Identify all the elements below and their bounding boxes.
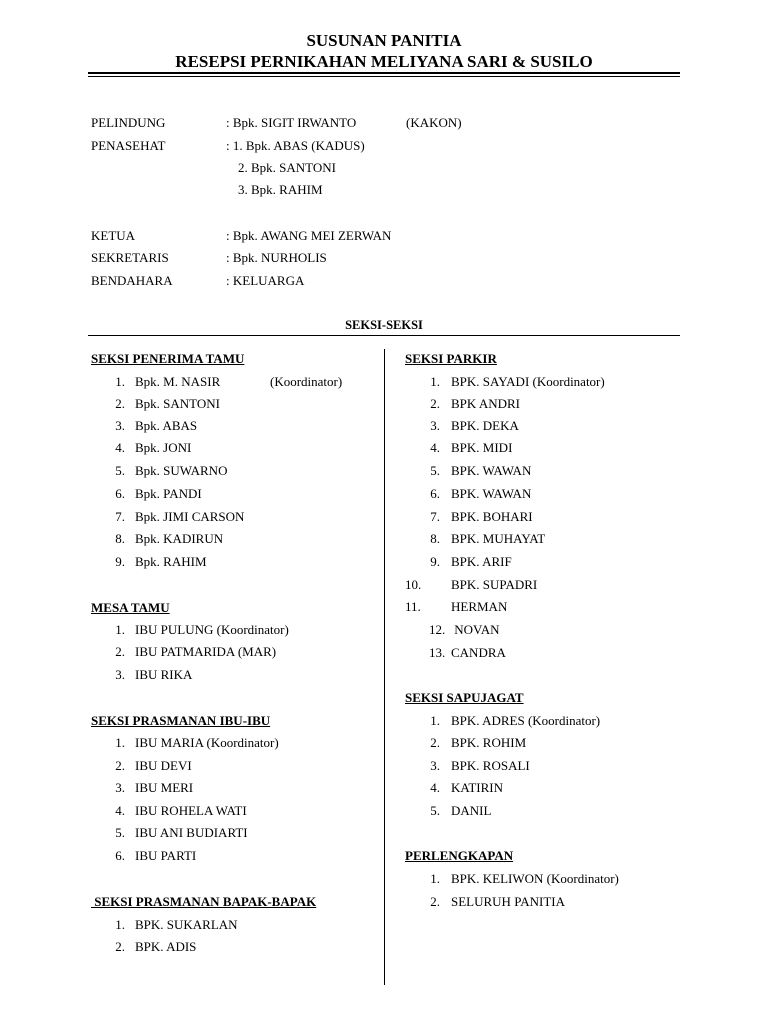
ketua-label: KETUA (91, 228, 136, 243)
seksi-heading: SEKSI-SEKSI (345, 318, 423, 332)
list-number: 6. (115, 486, 125, 501)
list-number: 1. (430, 713, 440, 728)
list-name: BPK. MUHAYAT (451, 531, 546, 546)
list-name: IBU PARTI (135, 848, 197, 863)
pelindung-note: (KAKON) (406, 115, 462, 130)
list-number: 7. (115, 509, 125, 524)
section-title-perlengkapan: PERLENGKAPAN (405, 848, 514, 863)
list-name: Bpk. SANTONI (135, 396, 220, 411)
seksi-rule (88, 335, 680, 336)
list-name: IBU PATMARIDA (MAR) (135, 644, 277, 659)
list-number: 2. (115, 758, 125, 773)
list-number: 12. (429, 622, 446, 637)
list-name: KATIRIN (451, 780, 503, 795)
list-number: 5. (115, 463, 125, 478)
list-name: SELURUH PANITIA (451, 894, 565, 909)
penasehat-label: PENASEHAT (91, 138, 166, 153)
section-title-sapujagat: SEKSI SAPUJAGAT (405, 690, 524, 705)
list-name: BPK. SUPADRI (451, 577, 538, 592)
section-title-penerima-tamu: SEKSI PENERIMA TAMU (91, 351, 245, 366)
list-number: 2. (430, 396, 440, 411)
penasehat-value-2: 2. Bpk. SANTONI (238, 160, 336, 175)
list-name: BPK. DEKA (451, 418, 519, 433)
list-number: 9. (115, 554, 125, 569)
list-number: 13. (429, 645, 446, 660)
list-number: 5. (430, 463, 440, 478)
list-name: BPK. KELIWON (Koordinator) (451, 871, 619, 886)
title-rule-thick (88, 72, 680, 74)
list-number: 3. (115, 667, 125, 682)
list-name: HERMAN (451, 599, 508, 614)
list-name: BPK. SUKARLAN (135, 917, 238, 932)
document-title: SUSUNAN PANITIA (306, 31, 462, 50)
list-number: 4. (115, 440, 125, 455)
list-number: 1. (430, 374, 440, 389)
list-name: BPK. WAWAN (451, 486, 532, 501)
pelindung-value: : Bpk. SIGIT IRWANTO (226, 115, 357, 130)
section-title-parkir: SEKSI PARKIR (405, 351, 497, 366)
list-number: 2. (115, 939, 125, 954)
list-name: BPK. ADIS (135, 939, 197, 954)
ketua-value: : Bpk. AWANG MEI ZERWAN (226, 228, 392, 243)
list-name: IBU DEVI (135, 758, 192, 773)
list-name: CANDRA (451, 645, 506, 660)
list-name: IBU MARIA (Koordinator) (135, 735, 279, 750)
list-number: 11. (405, 599, 421, 614)
penasehat-value-3: 3. Bpk. RAHIM (238, 182, 323, 197)
list-name: BPK. ADRES (Koordinator) (451, 713, 601, 728)
list-name: BPK. ROHIM (451, 735, 527, 750)
list-number: 1. (115, 917, 125, 932)
bendahara-label: BENDAHARA (91, 273, 173, 288)
penasehat-value-1: : 1. Bpk. ABAS (KADUS) (226, 138, 365, 153)
list-name: Bpk. SUWARNO (135, 463, 228, 478)
list-name: BPK. MIDI (451, 440, 513, 455)
list-number: 3. (430, 758, 440, 773)
bendahara-value: : KELUARGA (226, 273, 305, 288)
sekretaris-label: SEKRETARIS (91, 250, 169, 265)
section-title-mesa-tamu: MESA TAMU (91, 600, 170, 615)
list-name: IBU MERI (135, 780, 194, 795)
list-number: 5. (115, 825, 125, 840)
coordinator-note: (Koordinator) (270, 374, 343, 389)
list-name: Bpk. KADIRUN (135, 531, 224, 546)
list-number: 8. (115, 531, 125, 546)
list-name: IBU ROHELA WATI (135, 803, 247, 818)
list-number: 2. (115, 396, 125, 411)
list-number: 6. (430, 486, 440, 501)
section-title-prasmanan-bapak: SEKSI PRASMANAN BAPAK-BAPAK (91, 894, 317, 909)
list-number: 9. (430, 554, 440, 569)
list-name: DANIL (451, 803, 492, 818)
list-number: 10. (405, 577, 422, 592)
list-number: 1. (115, 374, 125, 389)
list-name: Bpk. ABAS (135, 418, 198, 433)
list-number: 5. (430, 803, 440, 818)
list-number: 1. (115, 622, 125, 637)
list-name: Bpk. RAHIM (135, 554, 207, 569)
list-number: 2. (115, 644, 125, 659)
list-number: 2. (430, 894, 440, 909)
section-title-prasmanan-ibu: SEKSI PRASMANAN IBU-IBU (91, 713, 271, 728)
list-number: 1. (430, 871, 440, 886)
list-number: 1. (115, 735, 125, 750)
list-name: Bpk. PANDI (135, 486, 202, 501)
list-name: NOVAN (451, 622, 500, 637)
list-name: IBU ANI BUDIARTI (135, 825, 248, 840)
list-number: 6. (115, 848, 125, 863)
column-divider (384, 349, 385, 985)
list-name: Bpk. JONI (135, 440, 192, 455)
list-name: IBU PULUNG (Koordinator) (135, 622, 289, 637)
list-number: 2. (430, 735, 440, 750)
title-rule-thin (88, 76, 680, 77)
document-subtitle: RESEPSI PERNIKAHAN MELIYANA SARI & SUSILO (175, 52, 593, 71)
pelindung-label: PELINDUNG (91, 115, 166, 130)
list-name: IBU RIKA (135, 667, 193, 682)
list-name: BPK ANDRI (451, 396, 520, 411)
list-number: 3. (115, 418, 125, 433)
list-name: BPK. ROSALI (451, 758, 530, 773)
list-number: 4. (430, 440, 440, 455)
list-name: BPK. ARIF (451, 554, 512, 569)
list-name: Bpk. M. NASIR (135, 374, 221, 389)
list-number: 8. (430, 531, 440, 546)
list-number: 4. (430, 780, 440, 795)
list-name: BPK. BOHARI (451, 509, 533, 524)
list-name: BPK. WAWAN (451, 463, 532, 478)
list-number: 3. (430, 418, 440, 433)
list-name: Bpk. JIMI CARSON (135, 509, 245, 524)
sekretaris-value: : Bpk. NURHOLIS (226, 250, 327, 265)
list-number: 3. (115, 780, 125, 795)
list-number: 7. (430, 509, 440, 524)
list-number: 4. (115, 803, 125, 818)
list-name: BPK. SAYADI (Koordinator) (451, 374, 605, 389)
